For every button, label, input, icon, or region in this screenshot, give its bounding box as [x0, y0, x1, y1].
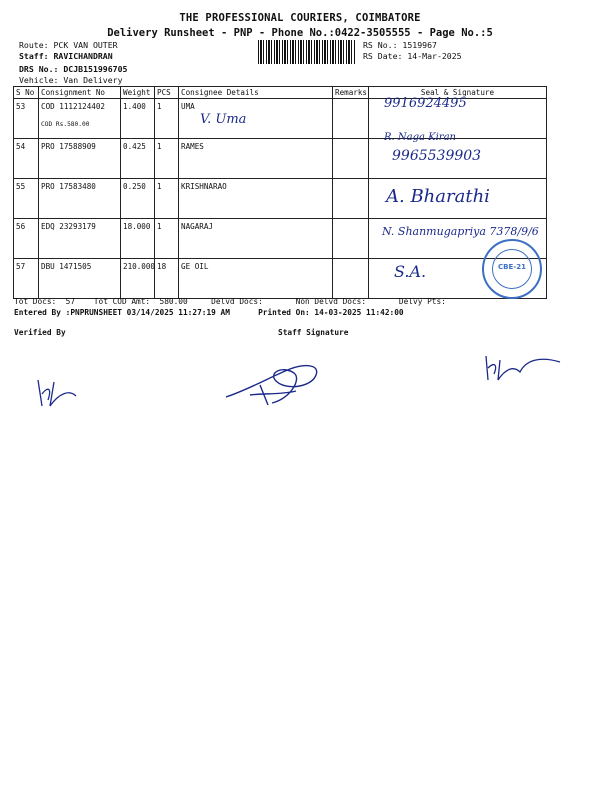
row-weight: 1.400 [121, 99, 155, 139]
row-sno: 56 [14, 219, 39, 259]
row-pcs: 1 [155, 139, 179, 179]
consignee-signature: V. Uma [200, 112, 247, 127]
row-remarks [333, 99, 369, 139]
col-sno: S No [14, 87, 39, 99]
row-remarks [333, 179, 369, 219]
rs-date: RS Date: 14-Mar-2025 [363, 51, 462, 61]
row-pcs: 18 [155, 259, 179, 299]
row-consignment: PRO 17583480 [39, 179, 121, 219]
consignment-number: COD 1112124402 [41, 102, 106, 111]
row-weight: 18.000 [121, 219, 155, 259]
row-sno: 53 [14, 99, 39, 139]
rs-number: RS No.: 1519967 [363, 40, 437, 50]
row-remarks [333, 259, 369, 299]
row-pcs: 1 [155, 99, 179, 139]
staff: Staff: RAVICHANDRAN [19, 51, 113, 61]
seal-signature: S.A. [394, 262, 427, 281]
cod-amount: COD Rs.580.00 [41, 121, 90, 128]
col-consignment: Consignment No [39, 87, 121, 99]
row-consignee: KRISHNARAO [179, 179, 333, 219]
row-sno: 57 [14, 259, 39, 299]
route: Route: PCK VAN OUTER [19, 40, 118, 50]
staff-signature-label: Staff Signature [278, 328, 349, 337]
seal-signature: R. Naga Kiran [384, 132, 456, 143]
seal-signature: 9965539903 [392, 148, 482, 164]
seal-signature: 9916924495 [384, 96, 467, 111]
drs-number: DRS No.: DCJB151996705 [19, 64, 128, 74]
entered-by-line: Entered By :PNPRUNSHEET 03/14/2025 11:27:19 AM Printed On: 14-03-2025 11:42:00 [14, 308, 404, 317]
row-consignment: DBU 1471505 [39, 259, 121, 299]
vehicle: Vehicle: Van Delivery [19, 75, 123, 85]
table-row [14, 259, 547, 299]
seal-signature: A. Bharathi [386, 186, 490, 207]
col-weight: Weight [121, 87, 155, 99]
col-consignee: Consignee Details [179, 87, 333, 99]
row-weight: 0.425 [121, 139, 155, 179]
row-weight: 0.250 [121, 179, 155, 219]
row-remarks [333, 219, 369, 259]
seal-signature: N. Shanmugapriya 7378/9/6 [382, 225, 539, 238]
row-remarks [333, 139, 369, 179]
company-stamp [482, 239, 542, 299]
row-pcs: 1 [155, 179, 179, 219]
staff-initials [480, 350, 570, 386]
row-consignee: RAMES [179, 139, 333, 179]
row-pcs: 1 [155, 219, 179, 259]
row-weight: 210.000 [121, 259, 155, 299]
runsheet-title: Delivery Runsheet - PNP - Phone No.:0422-3505555 - Page No.:5 [107, 27, 493, 39]
stamp-label: CBE-21 [498, 263, 526, 271]
row-sno: 54 [14, 139, 39, 179]
row-consignee: GE OIL [179, 259, 333, 299]
verifier-signature [30, 372, 80, 412]
col-pcs: PCS [155, 87, 179, 99]
barcode [258, 40, 356, 64]
rs-info [363, 40, 462, 62]
totals-line: Tot Docs: 57 Tot COD Amt: 580.00 Delvd Docs: Non Delvd Docs: Delvy Pts: [14, 297, 446, 306]
row-consignment [39, 99, 121, 139]
col-remarks: Remarks [333, 87, 369, 99]
staff-signature [220, 355, 330, 410]
row-consignment: PRO 17588909 [39, 139, 121, 179]
company-name: THE PROFESSIONAL COURIERS, COIMBATORE [179, 12, 421, 24]
row-consignee: NAGARAJ [179, 219, 333, 259]
col-seal: Seal & Signature [369, 87, 547, 99]
route-info [19, 40, 127, 86]
verified-by-label: Verified By [14, 328, 66, 337]
row-consignee: UMA [179, 99, 333, 139]
row-sno: 55 [14, 179, 39, 219]
row-consignment: EDQ 23293179 [39, 219, 121, 259]
